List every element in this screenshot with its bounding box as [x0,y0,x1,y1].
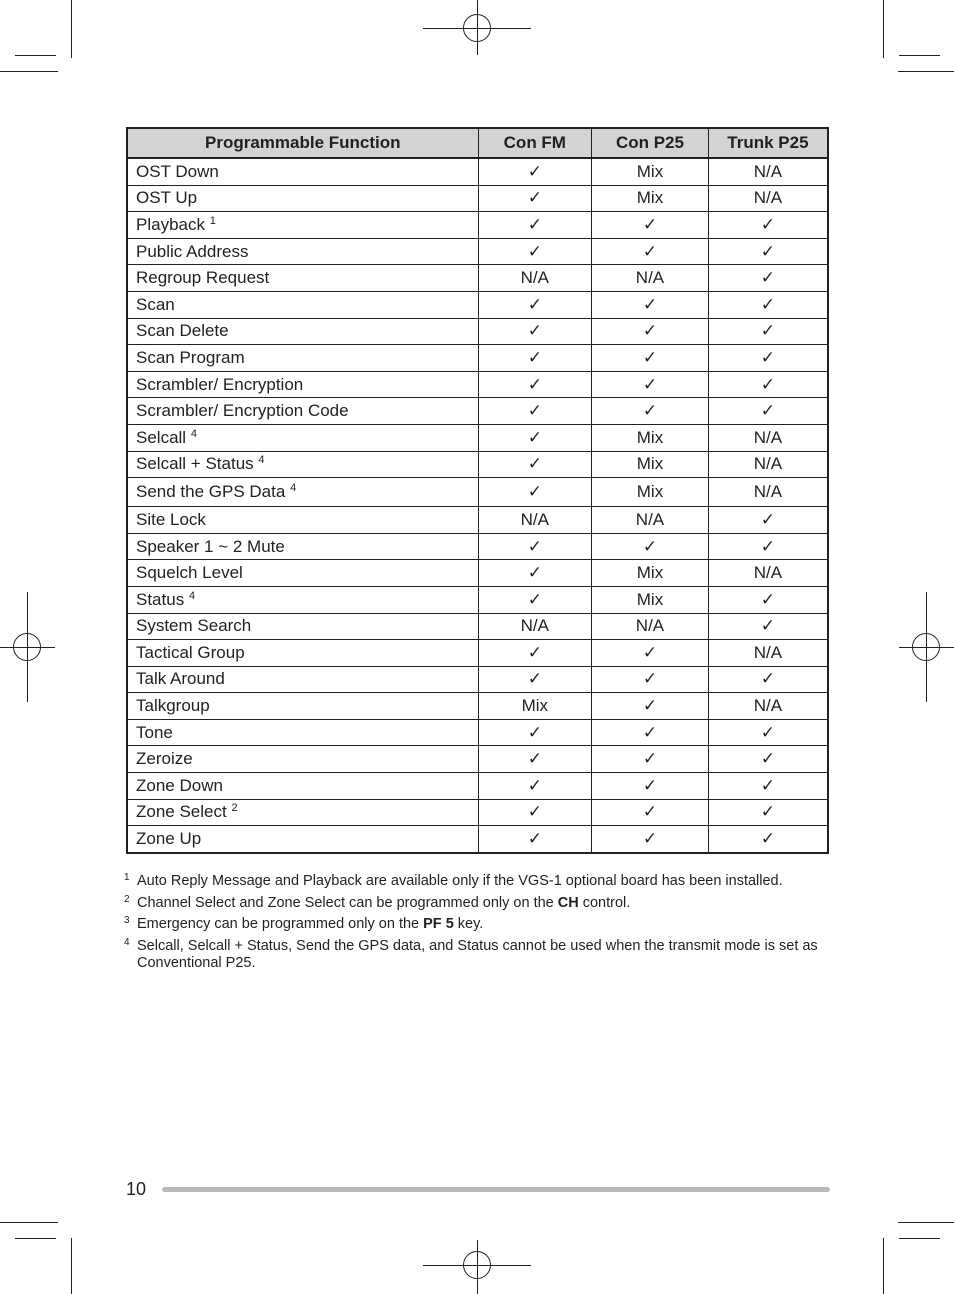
function-name: Regroup Request [136,268,270,288]
con-fm-cell: ✓ [478,158,592,185]
function-name: Zone Up [136,829,202,849]
con-fm-cell: N/A [478,265,592,292]
table-row [127,158,828,185]
con-p25-cell: ✓ [592,666,709,693]
trunk-p25-cell: ✓ [708,826,828,853]
registration-circle [463,1251,491,1279]
trunk-p25-cell: ✓ [708,613,828,640]
con-fm-cell: ✓ [478,586,592,613]
function-name-cell [127,693,478,720]
function-name-cell [127,158,478,185]
table-row [127,586,828,613]
crop-mark [71,0,72,58]
trunk-p25-cell: ✓ [708,238,828,265]
footnote [124,938,834,972]
con-p25-cell: ✓ [592,345,709,372]
function-name: Playback [136,214,205,234]
con-fm-cell: ✓ [478,238,592,265]
footnote-reference: 4 [190,427,197,440]
function-name: OST Up [136,188,198,208]
footnote-text: key. [453,916,484,932]
function-name-cell [127,773,478,800]
table-row [127,640,828,667]
con-p25-cell: ✓ [592,238,709,265]
table-row [127,212,828,239]
function-name: Scan Program [136,347,245,367]
function-name: Scan [136,294,175,314]
trunk-p25-cell: ✓ [708,799,828,826]
con-fm-cell: ✓ [478,533,592,560]
con-fm-cell: N/A [478,507,592,534]
trunk-p25-cell: N/A [708,693,828,720]
table-row [127,799,828,826]
table-row [127,398,828,425]
trunk-p25-cell: ✓ [708,318,828,345]
function-name: Selcall + Status [136,454,254,474]
function-name: Tone [136,722,173,742]
footnote-number: 4 [124,936,130,948]
page-number: 10 [126,1179,147,1199]
function-name: Scrambler/ Encryption Code [136,401,349,421]
footnotes [124,873,834,976]
con-p25-cell: ✓ [592,291,709,318]
con-p25-cell: ✓ [592,693,709,720]
function-name-cell [127,371,478,398]
function-name-cell [127,533,478,560]
con-p25-cell: ✓ [592,533,709,560]
registration-circle [912,633,940,661]
footnote [124,895,834,912]
function-name: Scan Delete [136,321,229,341]
table-row [127,507,828,534]
function-name-cell [127,613,478,640]
con-p25-cell: ✓ [592,318,709,345]
function-name-cell [127,318,478,345]
function-name: Public Address [136,241,249,261]
footnote-number: 2 [124,893,130,905]
trunk-p25-cell: ✓ [708,533,828,560]
footnote-reference: 2 [231,802,238,815]
con-p25-cell: ✓ [592,212,709,239]
table-row [127,318,828,345]
con-p25-cell: N/A [592,507,709,534]
function-name-cell [127,212,478,239]
function-name: Site Lock [136,509,206,529]
footer-rule [162,1187,830,1192]
trunk-p25-cell: ✓ [708,773,828,800]
trunk-p25-cell: ✓ [708,345,828,372]
table-row [127,773,828,800]
con-p25-cell: Mix [592,451,709,478]
con-fm-cell: ✓ [478,345,592,372]
footnote-reference: 4 [290,482,297,495]
con-fm-cell: ✓ [478,826,592,853]
footnote-number: 3 [124,915,130,926]
table-header-row [127,128,828,158]
function-name-cell [127,345,478,372]
function-name-cell [127,238,478,265]
function-name-cell [127,666,478,693]
footnote-text: Channel Select and Zone Select can be programmed only on the [137,894,558,911]
function-name: Speaker 1 ~ 2 Mute [136,536,285,556]
trunk-p25-cell: ✓ [708,507,828,534]
con-fm-cell: N/A [478,613,592,640]
registration-circle [13,633,41,661]
table-row [127,560,828,587]
function-name-cell [127,185,478,212]
con-p25-cell: ✓ [592,719,709,746]
function-name-cell [127,507,478,534]
footnote-text: control. [578,894,631,911]
con-fm-cell: ✓ [478,640,592,667]
con-p25-cell: N/A [592,265,709,292]
crop-mark [883,1238,884,1294]
con-p25-cell: N/A [592,613,709,640]
footnote-key: PF 5 [423,916,454,932]
function-name-cell [127,560,478,587]
function-name: Tactical Group [136,642,245,662]
trunk-p25-cell: ✓ [708,746,828,773]
registration-circle [463,14,491,42]
con-fm-cell: ✓ [478,560,592,587]
con-p25-cell: Mix [592,158,709,185]
trunk-p25-cell: ✓ [708,371,828,398]
function-name-cell [127,424,478,451]
function-name-cell [127,799,478,826]
con-p25-cell: Mix [592,478,709,507]
trunk-p25-cell: N/A [708,560,828,587]
trunk-p25-cell: N/A [708,185,828,212]
header-con-fm: Con FM [478,128,592,158]
con-p25-cell: ✓ [592,398,709,425]
table-row [127,238,828,265]
table-row [127,185,828,212]
table-row [127,291,828,318]
function-name: Talk Around [136,669,225,689]
trunk-p25-cell: ✓ [708,586,828,613]
footnote-reference: 1 [209,214,216,227]
table-row [127,719,828,746]
con-fm-cell: ✓ [478,424,592,451]
con-fm-cell: ✓ [478,185,592,212]
con-fm-cell: Mix [478,693,592,720]
header-con-p25: Con P25 [592,128,709,158]
footnote [124,916,834,933]
con-fm-cell: ✓ [478,371,592,398]
con-p25-cell: ✓ [592,640,709,667]
table-row [127,613,828,640]
trunk-p25-cell: ✓ [708,666,828,693]
con-p25-cell: Mix [592,560,709,587]
con-fm-cell: ✓ [478,478,592,507]
function-name-cell [127,265,478,292]
table-row [127,424,828,451]
trunk-p25-cell: N/A [708,424,828,451]
function-name-cell [127,451,478,478]
function-name: Status [136,589,185,609]
crop-mark [15,55,56,56]
table-row [127,478,828,507]
header-trunk-p25: Trunk P25 [708,128,828,158]
table-row [127,451,828,478]
footnote [124,873,834,890]
trunk-p25-cell: N/A [708,478,828,507]
function-name: Zeroize [136,749,193,769]
function-name-cell [127,398,478,425]
trunk-p25-cell: ✓ [708,719,828,746]
function-name: Send the GPS Data [136,482,286,502]
function-name: Squelch Level [136,563,243,583]
footnote-reference: 4 [188,589,196,602]
table-row [127,666,828,693]
function-name: Selcall [136,427,187,447]
footnote-text: Selcall, Selcall + Status, Send the GPS data, and Status cannot be used when the transmit mode is set as Conventional P25. [137,937,818,971]
table-row [127,693,828,720]
function-name-cell [127,719,478,746]
table-row [127,265,828,292]
function-name: Zone Select [136,802,227,822]
function-name: Talkgroup [136,696,210,716]
trunk-p25-cell: ✓ [708,291,828,318]
function-name-cell [127,478,478,507]
function-name: OST Down [136,161,219,181]
con-p25-cell: Mix [592,185,709,212]
function-name: Scrambler/ Encryption [136,374,304,394]
trunk-p25-cell: N/A [708,158,828,185]
con-fm-cell: ✓ [478,799,592,826]
function-name-cell [127,746,478,773]
function-name-cell [127,640,478,667]
table-row [127,371,828,398]
crop-mark [899,1238,940,1239]
con-p25-cell: ✓ [592,826,709,853]
footnote-key: CH [557,894,579,911]
con-p25-cell: Mix [592,586,709,613]
trunk-p25-cell: ✓ [708,212,828,239]
header-programmable-function: Programmable Function [127,128,478,158]
crop-mark [898,71,954,72]
con-p25-cell: ✓ [592,371,709,398]
function-name-cell [127,291,478,318]
con-fm-cell: ✓ [478,746,592,773]
table-row [127,746,828,773]
con-fm-cell: ✓ [478,318,592,345]
con-fm-cell: ✓ [478,451,592,478]
programmable-function-table [126,127,829,854]
trunk-p25-cell: N/A [708,640,828,667]
trunk-p25-cell: ✓ [708,265,828,292]
function-name-cell [127,826,478,853]
con-fm-cell: ✓ [478,666,592,693]
con-p25-cell: ✓ [592,746,709,773]
table-row [127,345,828,372]
footnote-text: Auto Reply Message and Playback are available only if the VGS-1 optional board has been installed. [137,873,783,889]
trunk-p25-cell: N/A [708,451,828,478]
con-p25-cell: ✓ [592,799,709,826]
function-name: Zone Down [136,775,223,795]
con-fm-cell: ✓ [478,398,592,425]
con-fm-cell: ✓ [478,719,592,746]
crop-mark [0,1222,58,1223]
con-fm-cell: ✓ [478,773,592,800]
footnote-number: 1 [124,872,130,883]
con-fm-cell: ✓ [478,212,592,239]
footnote-reference: 4 [258,454,265,467]
con-fm-cell: ✓ [478,291,592,318]
con-p25-cell: ✓ [592,773,709,800]
crop-mark [883,0,884,58]
table-row [127,826,828,853]
table-row [127,533,828,560]
function-name-cell [127,586,478,613]
crop-mark [898,1222,954,1223]
crop-mark [0,71,58,72]
footnote-text: Emergency can be programmed only on the [137,916,424,932]
crop-mark [15,1238,56,1239]
crop-mark [899,55,940,56]
crop-mark [71,1238,72,1294]
con-p25-cell: Mix [592,424,709,451]
trunk-p25-cell: ✓ [708,398,828,425]
function-name: System Search [136,616,252,636]
